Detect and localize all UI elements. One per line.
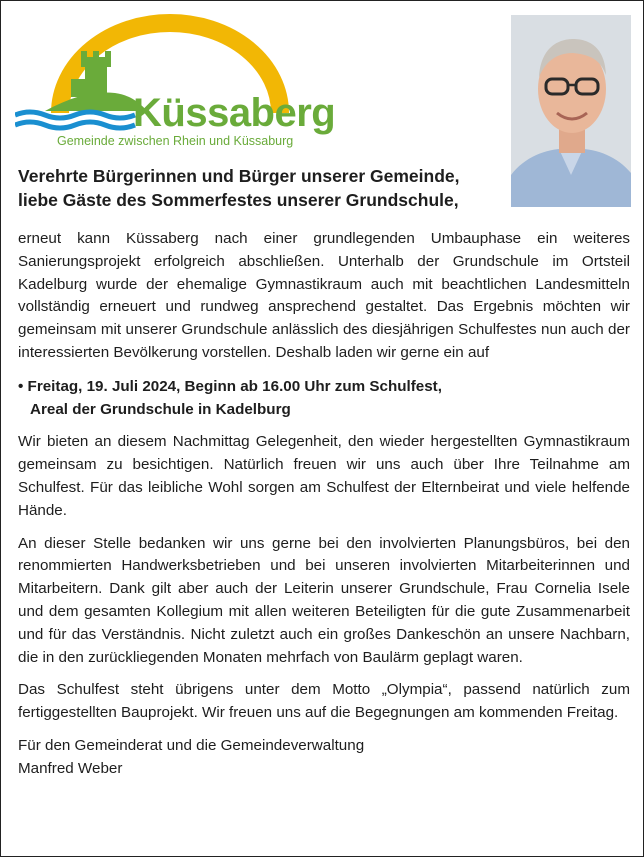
kuessaberg-logo xyxy=(15,13,345,148)
event-location-line: Areal der Grundschule in Kadelburg xyxy=(30,400,291,418)
logo-tagline: Gemeinde zwischen Rhein und Küssaburg xyxy=(57,134,294,148)
letter-body xyxy=(18,228,630,781)
heading-line-1: Verehrte Bürgerinnen und Bürger unserer Gemeinde, xyxy=(18,166,460,186)
signature-line-1: Für den Gemeinderat und die Gemeindeverwaltung xyxy=(18,736,365,754)
paragraph-motto: Das Schulfest steht übrigens unter dem Motto „Olympia“, passend natürlich zum fertiggestellten Bauprojekt. Wir freuen uns auf die Begegnungen am kommenden Freitag. xyxy=(18,681,630,722)
salutation-heading xyxy=(18,164,508,212)
signature-block xyxy=(18,735,630,781)
signature-name: Manfred Weber xyxy=(18,759,123,777)
heading-line-2: liebe Gäste des Sommerfestes unserer Grundschule, xyxy=(18,190,459,210)
paragraph-intro: erneut kann Küssaberg nach einer grundlegenden Umbauphase ein weiteres Sanierungsprojekt erfolgreich abschließen. Unterhalb der Grundschule im Ortsteil Kadelburg wurde der ehemalige Gymnastikraum auch mit beachtlichen Landesmitteln vollständig erneuert und rundweg ansprechend gestaltet. Das Ergebnis möchten wir gemeinsam mit unserer Grundschule anlässlich des diesjährigen Schulfestes nun auch der interessierten Bevölkerung vorstellen. Deshalb laden wir gerne ein auf xyxy=(18,230,630,361)
paragraph-thanks: An dieser Stelle bedanken wir uns gerne bei den involvierten Planungsbüros, bei den renommierten Handwerksbetrieben und bei unseren involvierten Mitarbeiterinnen und Mitarbeitern. Dank gilt aber auch der Leiterin unserer Grundschule, Frau Cornelia Isele und dem gesamten Kollegium mit allen weiteren Beteiligten für die gute Zusammenarbeit und für das Verständnis. Nicht zuletzt auch ein großes Dankeschön an unsere Nachbarn, die in den zurückliegenden Monaten mehrfach von Baulärm geplagt waren. xyxy=(18,534,630,666)
portrait-image-icon xyxy=(511,15,631,207)
mayor-portrait xyxy=(511,15,631,207)
event-date-line: • Freitag, 19. Juli 2024, Beginn ab 16.00 Uhr zum Schulfest, xyxy=(18,377,442,395)
logo-wordmark: Küssaberg xyxy=(133,91,336,135)
event-details xyxy=(18,376,630,422)
paragraph-program: Wir bieten an diesem Nachmittag Gelegenheit, den wieder hergestellten Gymnastikraum gemeinsam zu besichtigen. Natürlich freuen wir uns auch über Ihre Teilnahme am Schulfest. Für das leibliche Wohl sorgen am Schulfest der Elternbeirat und viele helfende Hände. xyxy=(18,433,630,519)
